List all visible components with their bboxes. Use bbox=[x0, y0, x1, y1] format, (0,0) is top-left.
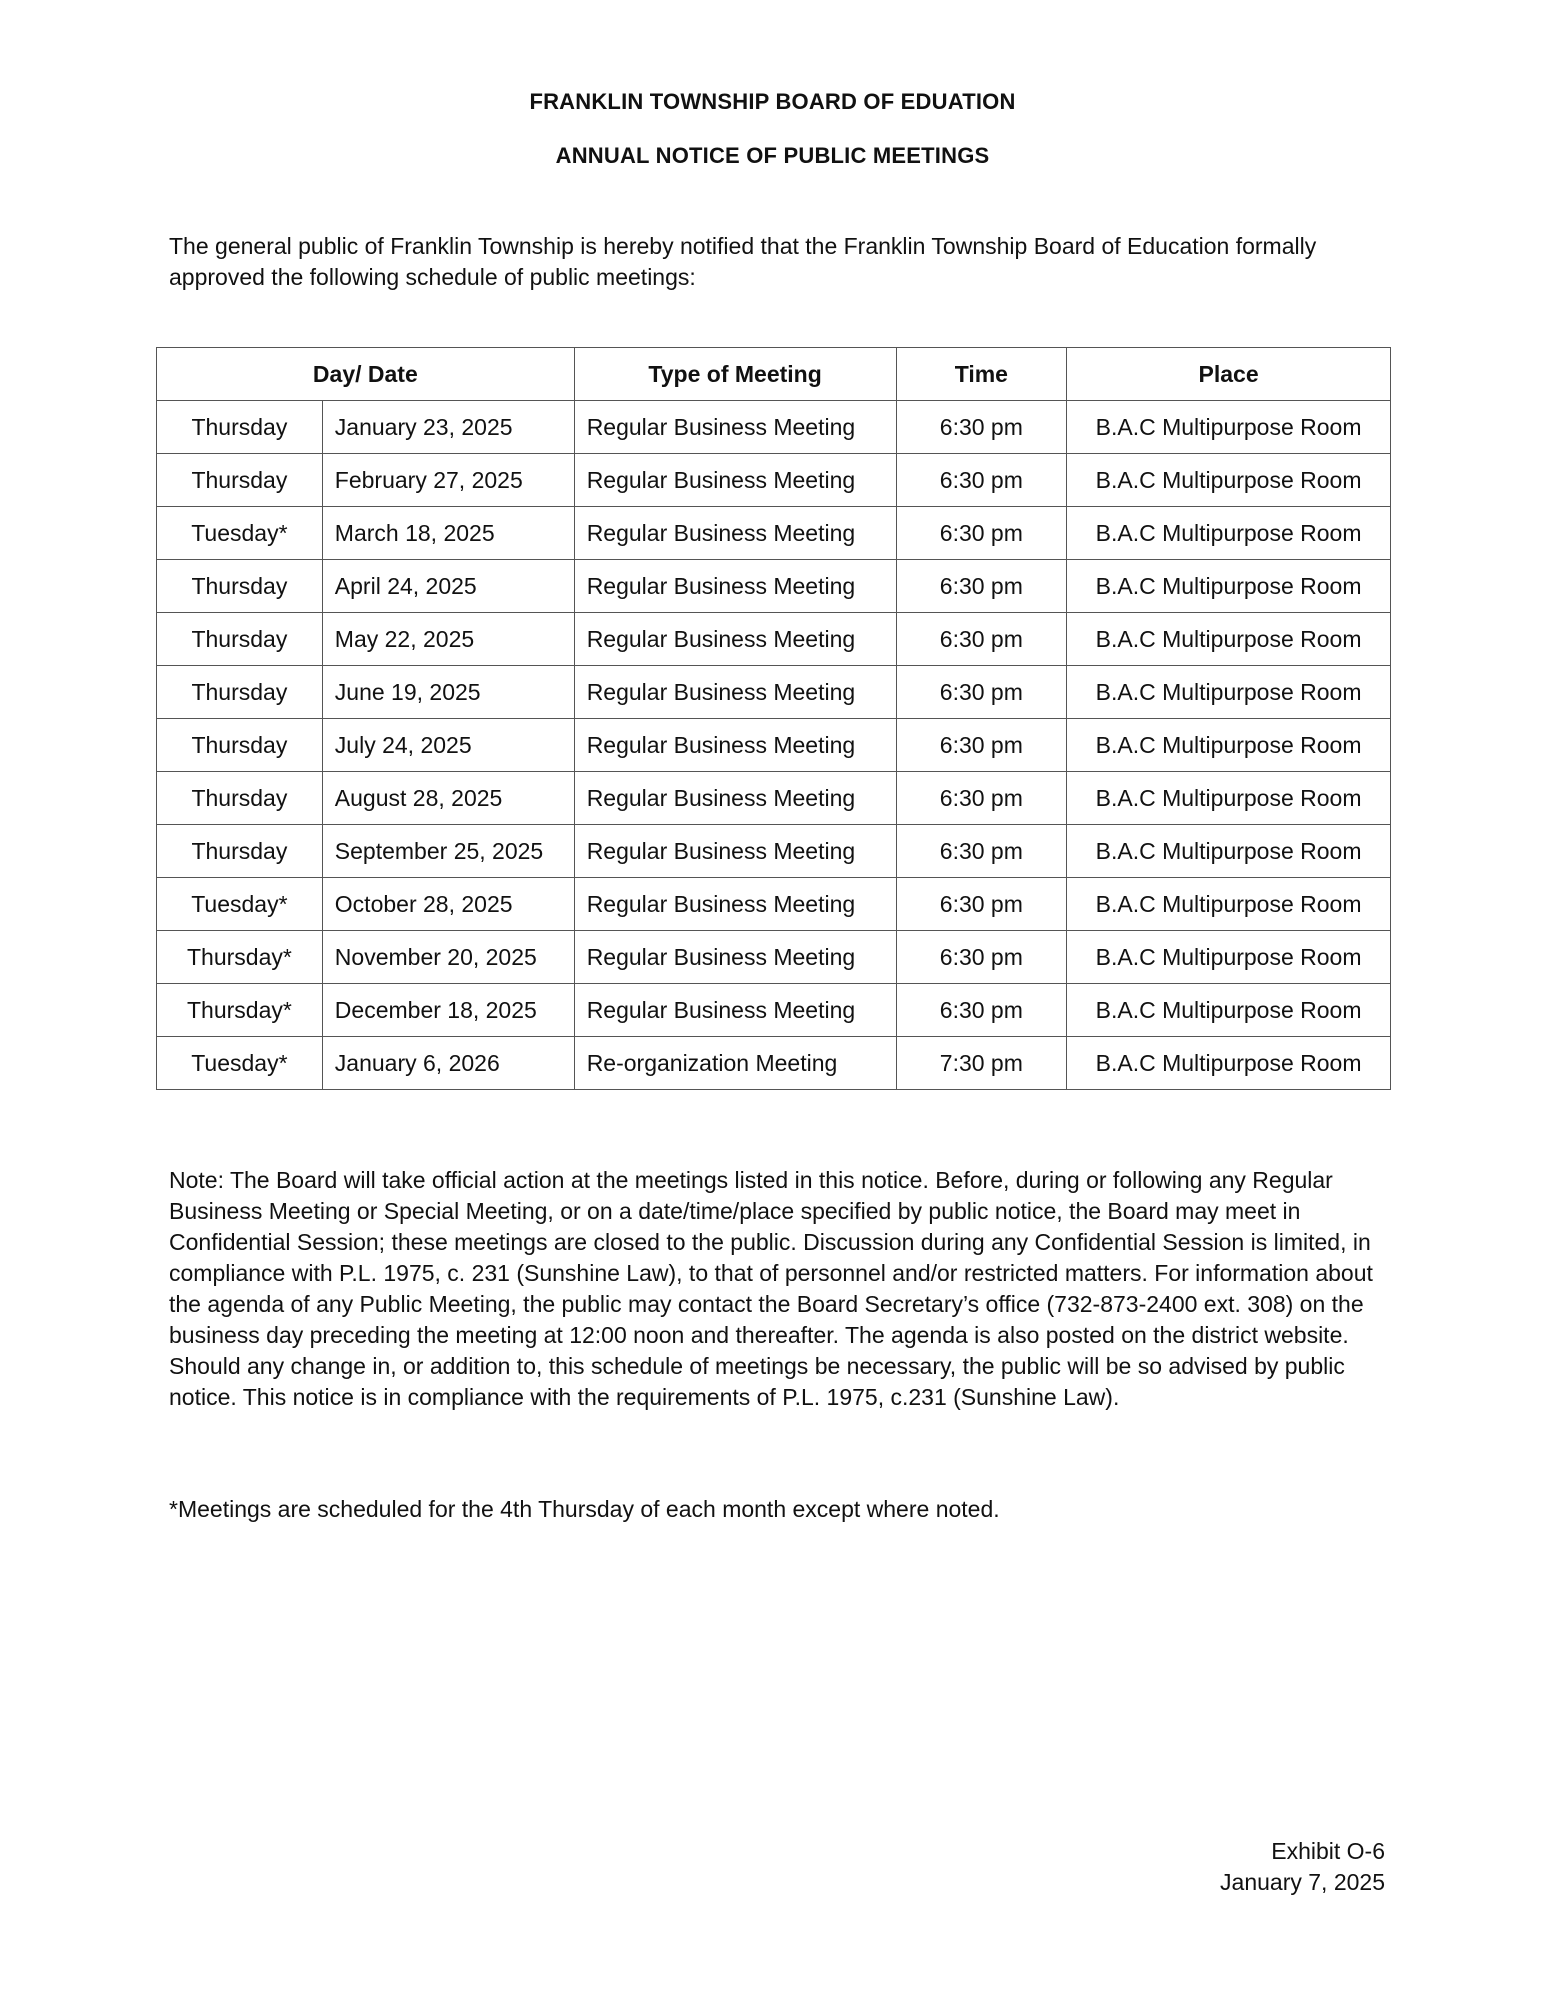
cell-day: Thursday* bbox=[157, 984, 323, 1037]
table-row bbox=[157, 719, 1391, 772]
cell-date: September 25, 2025 bbox=[322, 825, 574, 878]
cell-date: March 18, 2025 bbox=[322, 507, 574, 560]
cell-date: November 20, 2025 bbox=[322, 931, 574, 984]
intro-paragraph: The general public of Franklin Township is hereby notified that the Franklin Township Board of Education formally approved the following schedule of public meetings: bbox=[169, 233, 1317, 290]
cell-place: B.A.C Multipurpose Room bbox=[1067, 401, 1391, 454]
cell-place: B.A.C Multipurpose Room bbox=[1067, 984, 1391, 1037]
cell-date: January 6, 2026 bbox=[322, 1037, 574, 1090]
table-row bbox=[157, 878, 1391, 931]
cell-type: Regular Business Meeting bbox=[574, 719, 896, 772]
cell-date: October 28, 2025 bbox=[322, 878, 574, 931]
cell-type: Regular Business Meeting bbox=[574, 613, 896, 666]
cell-date: April 24, 2025 bbox=[322, 560, 574, 613]
header-time: Time bbox=[896, 348, 1067, 401]
cell-time: 6:30 pm bbox=[896, 401, 1067, 454]
cell-day: Thursday bbox=[157, 613, 323, 666]
cell-place: B.A.C Multipurpose Room bbox=[1067, 454, 1391, 507]
cell-place: B.A.C Multipurpose Room bbox=[1067, 878, 1391, 931]
table-row bbox=[157, 454, 1391, 507]
cell-day: Thursday bbox=[157, 719, 323, 772]
cell-type: Regular Business Meeting bbox=[574, 560, 896, 613]
cell-place: B.A.C Multipurpose Room bbox=[1067, 560, 1391, 613]
cell-date: January 23, 2025 bbox=[322, 401, 574, 454]
cell-date: February 27, 2025 bbox=[322, 454, 574, 507]
cell-type: Regular Business Meeting bbox=[574, 401, 896, 454]
table-row bbox=[157, 1037, 1391, 1090]
table-row bbox=[157, 931, 1391, 984]
exhibit-label: Exhibit O-6 bbox=[1271, 1838, 1385, 1864]
cell-time: 6:30 pm bbox=[896, 507, 1067, 560]
cell-type: Regular Business Meeting bbox=[574, 507, 896, 560]
cell-day: Tuesday* bbox=[157, 1037, 323, 1090]
cell-time: 6:30 pm bbox=[896, 931, 1067, 984]
table-row bbox=[157, 560, 1391, 613]
cell-day: Tuesday* bbox=[157, 878, 323, 931]
header-type: Type of Meeting bbox=[574, 348, 896, 401]
cell-time: 6:30 pm bbox=[896, 719, 1067, 772]
cell-day: Thursday bbox=[157, 666, 323, 719]
table-row bbox=[157, 401, 1391, 454]
cell-type: Regular Business Meeting bbox=[574, 772, 896, 825]
cell-type: Regular Business Meeting bbox=[574, 931, 896, 984]
cell-type: Regular Business Meeting bbox=[574, 878, 896, 931]
exhibit-date: January 7, 2025 bbox=[1220, 1869, 1385, 1895]
exhibit-block bbox=[1220, 1836, 1385, 1898]
cell-time: 6:30 pm bbox=[896, 666, 1067, 719]
cell-day: Thursday bbox=[157, 560, 323, 613]
cell-date: December 18, 2025 bbox=[322, 984, 574, 1037]
cell-date: May 22, 2025 bbox=[322, 613, 574, 666]
cell-day: Thursday bbox=[157, 825, 323, 878]
document-title: FRANKLIN TOWNSHIP BOARD OF EDUATION bbox=[529, 89, 1016, 114]
cell-place: B.A.C Multipurpose Room bbox=[1067, 931, 1391, 984]
cell-type: Regular Business Meeting bbox=[574, 984, 896, 1037]
cell-place: B.A.C Multipurpose Room bbox=[1067, 719, 1391, 772]
cell-day: Thursday bbox=[157, 772, 323, 825]
cell-type: Regular Business Meeting bbox=[574, 454, 896, 507]
table-row bbox=[157, 507, 1391, 560]
cell-time: 6:30 pm bbox=[896, 613, 1067, 666]
cell-place: B.A.C Multipurpose Room bbox=[1067, 772, 1391, 825]
cell-time: 6:30 pm bbox=[896, 772, 1067, 825]
footnote: *Meetings are scheduled for the 4th Thursday of each month except where noted. bbox=[169, 1496, 1000, 1522]
meeting-schedule-table bbox=[156, 347, 1391, 1090]
cell-day: Thursday bbox=[157, 454, 323, 507]
table-row bbox=[157, 613, 1391, 666]
note-paragraph: Note: The Board will take official action at the meetings listed in this notice. Before, during or following any Regular Business Meeting or Special Meeting, or on a date/time/place specified by public notice, the Board may meet in Confidential Session; these meetings are closed to the public. Discussion during any Confidential Session is limited, in compliance with P.L. 1975, c. 231 (Sunshine Law), to that of personnel and/or restricted matters. For information about the agenda of any Public Meeting, the public may contact the Board Secretary’s office (732-873-2400 ext. 308) on the business day preceding the meeting at 12:00 noon and thereafter. The agenda is also posted on the district website. Should any change in, or addition to, this schedule of meetings be necessary, the public will be so advised by public notice. This notice is in compliance with the requirements of P.L. 1975, c.231 (Sunshine Law). bbox=[169, 1167, 1373, 1410]
cell-time: 6:30 pm bbox=[896, 984, 1067, 1037]
cell-day: Thursday bbox=[157, 401, 323, 454]
cell-place: B.A.C Multipurpose Room bbox=[1067, 613, 1391, 666]
cell-place: B.A.C Multipurpose Room bbox=[1067, 507, 1391, 560]
cell-place: B.A.C Multipurpose Room bbox=[1067, 825, 1391, 878]
table-row bbox=[157, 772, 1391, 825]
cell-date: July 24, 2025 bbox=[322, 719, 574, 772]
cell-date: June 19, 2025 bbox=[322, 666, 574, 719]
cell-time: 7:30 pm bbox=[896, 1037, 1067, 1090]
cell-day: Tuesday* bbox=[157, 507, 323, 560]
header-place: Place bbox=[1067, 348, 1391, 401]
cell-place: B.A.C Multipurpose Room bbox=[1067, 666, 1391, 719]
header-day-date: Day/ Date bbox=[157, 348, 575, 401]
cell-type: Re-organization Meeting bbox=[574, 1037, 896, 1090]
cell-type: Regular Business Meeting bbox=[574, 825, 896, 878]
cell-place: B.A.C Multipurpose Room bbox=[1067, 1037, 1391, 1090]
cell-time: 6:30 pm bbox=[896, 454, 1067, 507]
cell-time: 6:30 pm bbox=[896, 825, 1067, 878]
cell-time: 6:30 pm bbox=[896, 560, 1067, 613]
document-subtitle: ANNUAL NOTICE OF PUBLIC MEETINGS bbox=[555, 143, 990, 168]
table-row bbox=[157, 825, 1391, 878]
cell-time: 6:30 pm bbox=[896, 878, 1067, 931]
cell-type: Regular Business Meeting bbox=[574, 666, 896, 719]
cell-day: Thursday* bbox=[157, 931, 323, 984]
table-row bbox=[157, 984, 1391, 1037]
table-row bbox=[157, 666, 1391, 719]
table-header-row bbox=[157, 348, 1391, 401]
cell-date: August 28, 2025 bbox=[322, 772, 574, 825]
